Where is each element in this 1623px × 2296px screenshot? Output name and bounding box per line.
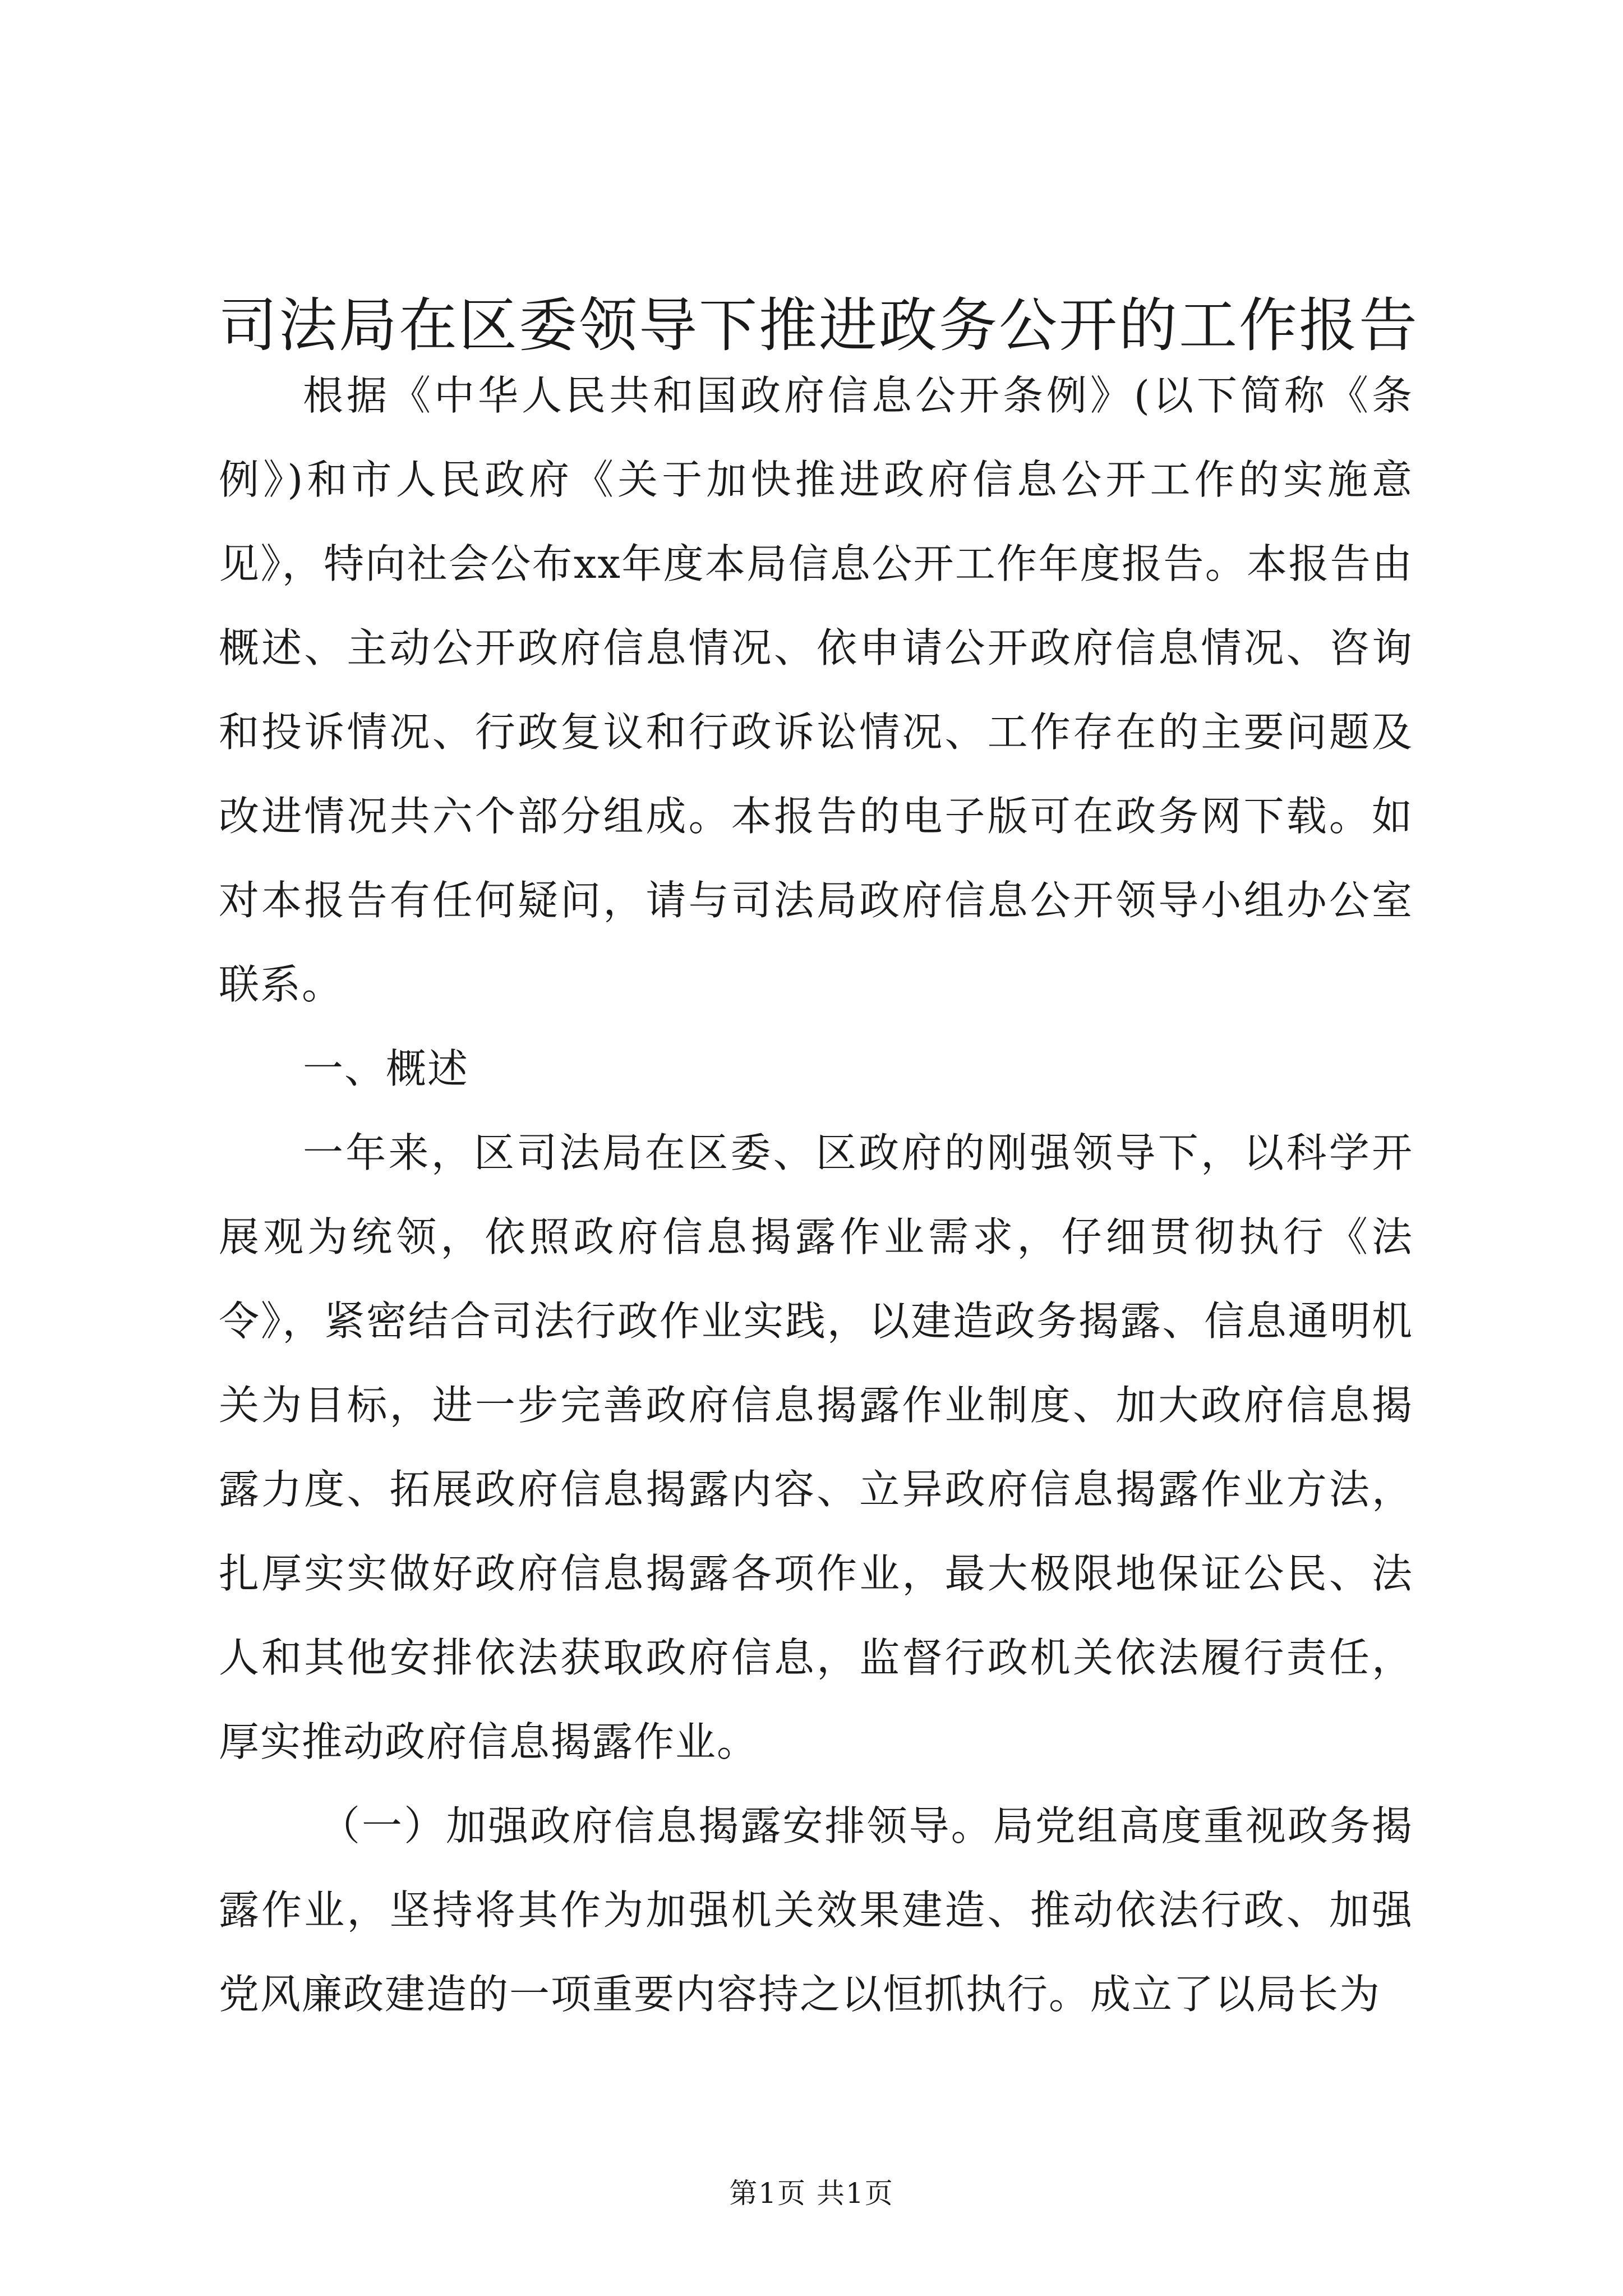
intro-paragraph: 根据《中华人民共和国政府信息公开条例》(以下简称《条例》)和市人民政府《关于加快推进政府信息公开工作的实施意见》，特向社会公布xx年度本局信息公开工作年度报告。本报告由概述、主动公开政府信息情况、依申请公开政府信息情况、咨询和投诉情况、行政复议和行政诉讼情况、工作存在的主要问题及改进情况共六个部分组成。本报告的电子版可在政务网下载。如对本报告有任何疑问，请与司法局政府信息公开领导小组办公室联系。 [219, 372, 1413, 1008]
page-footer: 第1页 共1页 [729, 2177, 894, 2210]
overview-paragraph: 一年来，区司法局在区委、区政府的刚强领导下，以科学开展观为统领，依照政府信息揭露作业需求，仔细贯彻执行《法令》，紧密结合司法行政作业实践，以建造政务揭露、信息通明机关为目标，进一步完善政府信息揭露作业制度、加大政府信息揭露力度、拓展政府信息揭露内容、立异政府信息揭露作业方法，扎厚实实做好政府信息揭露各项作业，最大极限地保证公民、法人和其他安排依法获取政府信息，监督行政机关依法履行责任，厚实推动政府信息揭露作业。 [219, 1129, 1413, 1765]
document-title: 司法局在区委领导下推进政务公开的工作报告 [219, 291, 1419, 360]
document-body [219, 353, 1413, 2036]
subsection-paragraph-1: （一）加强政府信息揭露安排领导。局党组高度重视政务揭露作业，坚持将其作为加强机关效果建造、推动依法行政、加强党风廉政建造的一项重要内容持之以恒抓执行。成立了以局长为 [219, 1802, 1413, 2018]
section-heading-overview: 一、概述 [303, 1045, 469, 1092]
